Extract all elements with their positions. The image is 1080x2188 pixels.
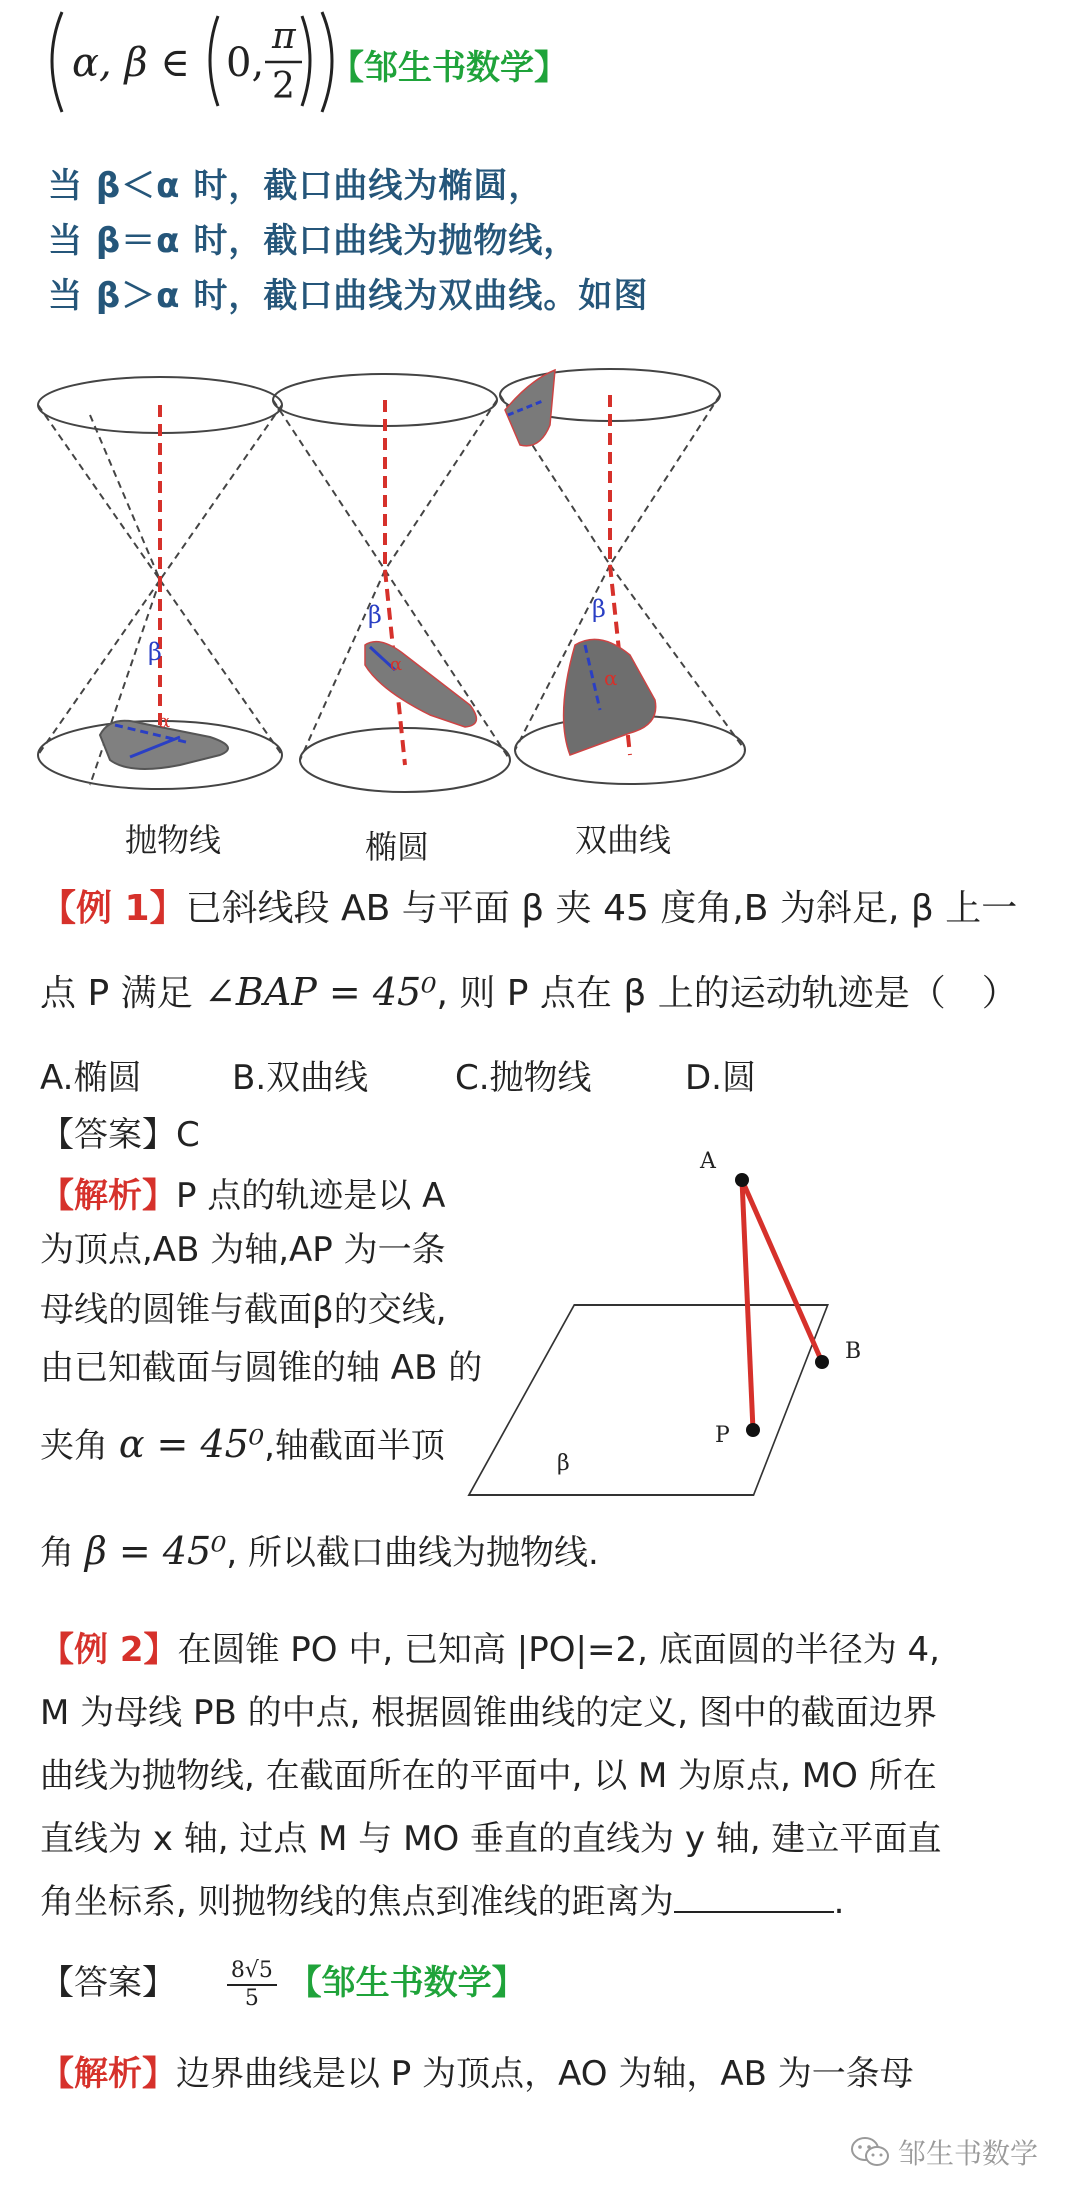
example2-line1-text: 在圆锥 PO 中, 已知高 |PO|=2, 底面圆的半径为 4, (177, 1630, 940, 1670)
example1-tag: 【例 1】 (40, 888, 186, 929)
fraction-numerator: 8√5 (227, 1958, 277, 1986)
example1-analysis-line4: 由已知截面与圆锥的轴 AB 的 (40, 1348, 483, 1388)
example2-line5-text: 角坐标系, 则抛物线的焦点到准线的距离为 (40, 1882, 674, 1922)
brand-tag: 【邹生书数学】 (330, 48, 568, 88)
example1-analysis-line6-post: , 所以截口曲线为抛物线. (226, 1533, 599, 1573)
example1-line2 (40, 965, 1018, 1016)
formula-zero: 0, (226, 40, 265, 86)
example2-answer (40, 1955, 526, 2012)
example2-analysis (40, 2046, 914, 2095)
cone-hyperbola-alpha: α (604, 666, 618, 690)
wechat-icon (850, 2136, 890, 2168)
example1-line1 (40, 880, 1017, 931)
plane-label-b: B (845, 1339, 862, 1364)
example1-analysis-line5 (40, 1418, 445, 1467)
option-c: C.抛物线 (455, 1058, 592, 1098)
example1-answer (40, 1107, 200, 1156)
cone-parabola-alpha: α (158, 711, 171, 732)
cone-parabola-beta: β (148, 638, 162, 666)
cone-sections-figure (30, 355, 790, 815)
example2-analysis-tag: 【解析】 (40, 2054, 176, 2094)
option-b: B.双曲线 (232, 1058, 369, 1098)
cone-ellipse-alpha: α (390, 654, 403, 675)
condition-hyperbola: 当 β＞α 时，截口曲线为双曲线。如图 (48, 276, 649, 316)
condition-parabola: 当 β＝α 时，截口曲线为抛物线， (48, 221, 579, 261)
example2-line3: 曲线为抛物线, 在截面所在的平面中, 以 M 为原点, MO 所在 (40, 1756, 937, 1796)
example1-alpha-math: α = 45⁰ (118, 1422, 265, 1466)
example2-tag: 【例 2】 (40, 1630, 178, 1670)
example1-answer-tag: 【答案】 (40, 1115, 176, 1155)
example1-analysis-line1 (40, 1168, 445, 1217)
example1-line1-text: 已斜线段 AB 与平面 β 夹 45 度角,B 为斜足, β 上一 (185, 888, 1018, 929)
example2-answer-tag: 【答案】 (40, 1963, 176, 2003)
cone-label-ellipse: 椭圆 (365, 828, 430, 866)
watermark-text: 邹生书数学 (898, 2137, 1039, 2170)
example1-analysis-line5-post: ,轴截面半顶 (264, 1426, 445, 1466)
cone-hyperbola (500, 369, 745, 784)
example2-line5 (40, 1874, 844, 1923)
example2-answer-fraction (227, 1958, 277, 2012)
formula-two: 2 (272, 66, 295, 107)
example1-answer-value: C (176, 1115, 200, 1155)
example2-line4: 直线为 x 轴, 过点 M 与 MO 垂直的直线为 y 轴, 建立平面直 (40, 1819, 942, 1859)
example2-analysis-text: 边界曲线是以 P 为顶点，AO 为轴，AB 为一条母 (176, 2054, 914, 2094)
option-d: D.圆 (685, 1058, 756, 1098)
plane-label-beta: β (557, 1451, 570, 1476)
plane-label-p: P (715, 1423, 730, 1448)
example2-brand-tag: 【邹生书数学】 (287, 1963, 526, 2003)
example1-line2-post: , 则 P 点在 β 上的运动轨迹是（ ） (436, 973, 1018, 1014)
example1-analysis-tag: 【解析】 (40, 1176, 176, 1216)
watermark (850, 2132, 1038, 2172)
example2-line-end: . (833, 1882, 845, 1922)
header-formula (40, 0, 360, 120)
example1-analysis-line6 (40, 1525, 599, 1574)
example2-line2: M 为母线 PB 的中点, 根据圆锥曲线的定义, 图中的截面边界 (40, 1693, 937, 1733)
example1-analysis-line3: 母线的圆锥与截面β的交线, (40, 1290, 447, 1330)
condition-ellipse: 当 β＜α 时，截口曲线为椭圆， (48, 166, 544, 206)
example1-beta-math: β = 45⁰ (84, 1529, 227, 1573)
cone-hyperbola-beta: β (592, 595, 606, 623)
plane-figure (495, 1140, 862, 1500)
cone-label-hyperbola: 双曲线 (575, 821, 672, 859)
answer-blank (674, 1881, 834, 1913)
cone-label-parabola: 抛物线 (125, 821, 222, 859)
example1-analysis-line5-pre: 夹角 (40, 1426, 108, 1466)
example1-line2-pre: 点 P 满足 (40, 973, 193, 1014)
example1-angle-math: ∠BAP = 45⁰ (204, 970, 437, 1014)
plane-label-a: A (700, 1149, 716, 1174)
cone-ellipse-beta: β (368, 601, 382, 629)
option-a: A.椭圆 (40, 1058, 142, 1098)
example1-analysis-line6-pre: 角 (40, 1533, 74, 1573)
formula-alpha-beta: α, β ∈ (72, 40, 190, 86)
example2-line1 (40, 1622, 940, 1671)
fraction-denominator: 5 (244, 1985, 259, 2011)
example1-analysis-line2: 为顶点,AB 为轴,AP 为一条 (40, 1230, 446, 1270)
formula-pi: π (272, 16, 296, 57)
cone-ellipse (273, 374, 510, 792)
example1-analysis-text-1: P 点的轨迹是以 A (176, 1176, 446, 1216)
